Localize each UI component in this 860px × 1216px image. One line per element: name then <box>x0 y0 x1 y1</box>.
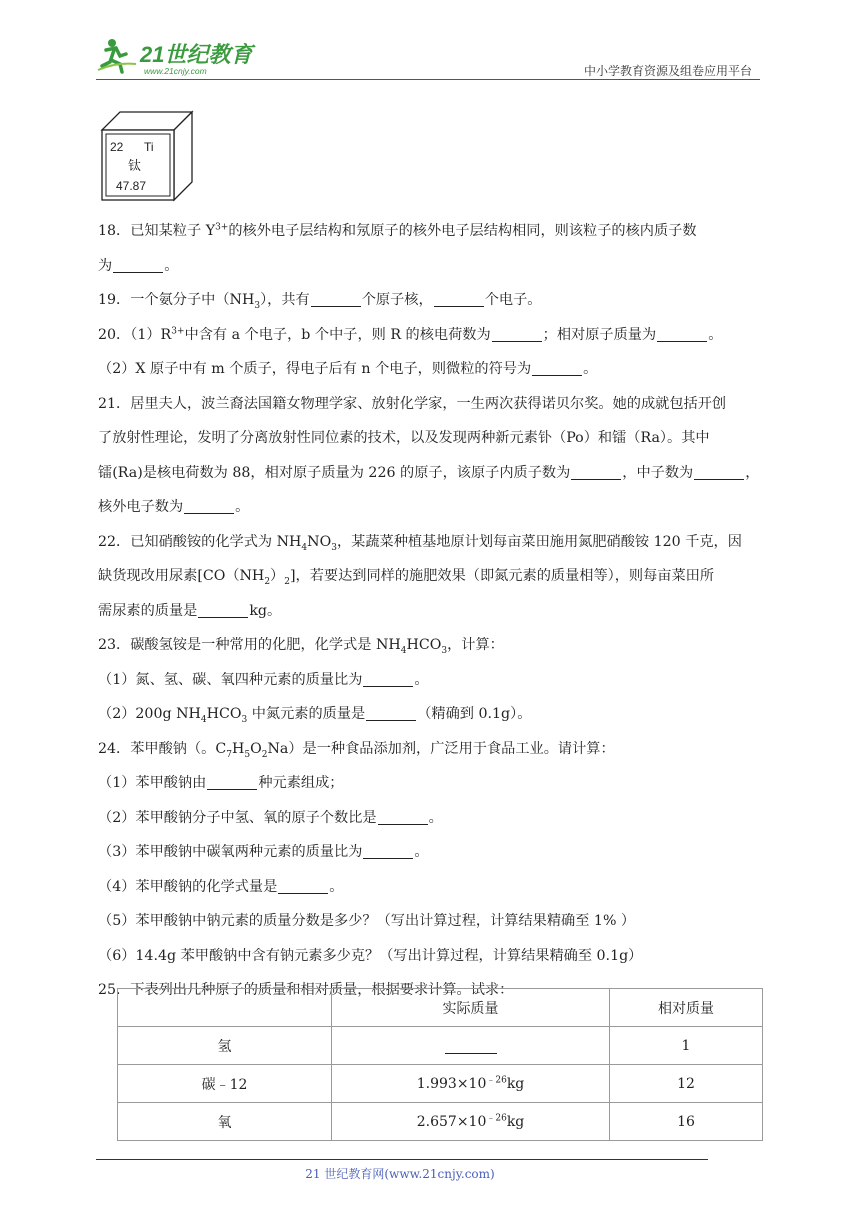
question-25: 25．下表列出几种原子的质量和相对质量，根据要求计算。试求： <box>98 982 514 998</box>
table-cell-relative: 12 <box>610 1065 763 1103</box>
question-18-line2: 为 。 <box>98 257 179 274</box>
question-content <box>98 214 762 1008</box>
logo-url: www.21cnjy.com <box>144 66 207 76</box>
answer-blank[interactable] <box>694 463 744 480</box>
question-24-part6: （6）14.4g 苯甲酸钠中含有钠元素多少克？（写出计算过程，计算结果精确至 0.1g） <box>98 947 643 964</box>
answer-blank[interactable] <box>657 325 707 342</box>
page-header <box>96 30 760 80</box>
question-21-line4: 核外电子数为 。 <box>98 499 250 515</box>
answer-blank[interactable] <box>378 808 428 825</box>
answer-blank[interactable] <box>113 256 163 273</box>
question-18-line1: 18．已知某粒子 $Y^{3+}$的核外电子层结构和氖原子的核外电子层结构相同，则该粒子的核内质子数 <box>98 222 697 239</box>
table-header-cell: 实际质量 <box>332 989 610 1027</box>
table-cell-relative: 1 <box>610 1027 763 1065</box>
answer-blank[interactable] <box>571 463 621 480</box>
atom-mass-table <box>117 988 763 1141</box>
table-cell-mass: $1.993\times 10^{﹣26}kg$ <box>332 1065 610 1103</box>
question-24-part2: （2）苯甲酸钠分子中氢、氧的原子个数比是 。 <box>98 809 443 826</box>
runner-icon <box>98 39 136 72</box>
answer-blank[interactable] <box>207 773 257 790</box>
answer-blank[interactable] <box>532 359 582 376</box>
footer-link[interactable]: 21 世纪教育网(www.21cnjy.com) <box>305 1167 495 1181</box>
table-cell-name: 碳﹣12 <box>118 1065 332 1103</box>
atomic-mass: 47.87 <box>116 179 147 193</box>
table-row <box>118 1065 763 1103</box>
page-footer <box>0 1165 860 1182</box>
table-cell-mass <box>332 1027 610 1065</box>
table-row <box>118 1027 763 1065</box>
table-header-cell <box>118 989 332 1027</box>
question-24-part5: （5）苯甲酸钠中钠元素的质量分数是多少？（写出计算过程，计算结果精确至 1% ） <box>98 913 636 929</box>
answer-blank[interactable] <box>363 842 413 859</box>
question-24-part4: （4）苯甲酸钠的化学式量是 。 <box>98 878 344 895</box>
answer-blank[interactable] <box>492 325 542 342</box>
element-name: 钛 <box>128 159 142 174</box>
question-21-line1: 21．居里夫人，波兰裔法国籍女物理学家、放射化学家，一生两次获得诺贝尔奖。她的成就包括开创 <box>98 395 727 412</box>
table-cell-name: 氢 <box>118 1027 332 1065</box>
question-20-part2: （2）X 原子中有 m 个质子，得电子后有 n 个电子，则微粒的符号为 。 <box>98 361 598 377</box>
table-cell-relative: 16 <box>610 1103 763 1141</box>
question-22-line3: 需尿素的质量是 kg。 <box>98 602 282 619</box>
table-cell-name: 氧 <box>118 1103 332 1141</box>
answer-blank[interactable] <box>366 704 416 721</box>
table-header-row <box>118 989 763 1027</box>
question-20-part1: 20．$(1)R^{3+}$中含有 a 个电子，b 个中子，则 R 的核电荷数为 ；相对原子质量为 。 <box>98 325 723 343</box>
answer-blank[interactable] <box>278 877 328 894</box>
question-22-line1: 22．已知硝酸铵的化学式为 $NH_4NO_3$，某蔬菜种植基地原计划每亩菜田施用氮肥硝酸铵 120 千克，因 <box>98 533 742 553</box>
table-cell-mass: $2.657\times 10^{﹣26}kg$ <box>332 1103 610 1141</box>
question-24-part1: （1）苯甲酸钠由 种元素组成； <box>98 775 344 791</box>
answer-blank[interactable] <box>198 601 248 618</box>
answer-blank[interactable] <box>311 290 361 307</box>
site-logo <box>96 34 256 78</box>
footer-divider <box>96 1159 708 1160</box>
question-19: 19．一个氨分子中$(NH_3)$，共有 个原子核， 个电子。 <box>98 292 542 311</box>
question-21-line2: 了放射性理论，发明了分离放射性同位素的技术，以及发现两种新元素钋（Po）和镭（Ra）。其中 <box>98 430 710 446</box>
question-24: 24．苯甲酸钠（。$C_7H_5O_2Na$）是一种食品添加剂，广泛用于食品工业。请计算： <box>98 740 615 760</box>
element-symbol: Ti <box>144 140 154 154</box>
answer-blank[interactable] <box>363 670 413 687</box>
question-23-part1: （1）氮、氢、碳、氧四种元素的质量比为 。 <box>98 671 429 688</box>
atomic-number: 22 <box>110 140 124 154</box>
logo-text: 21世纪教育 <box>140 42 253 67</box>
platform-name: 中小学教育资源及组卷应用平台 <box>583 64 752 78</box>
question-22-line2: 缺货现改用尿素$[CO(NH_2)_2]$，若要达到同样的施肥效果（即氮元素的质量相等），则每亩菜田所 <box>98 568 715 587</box>
question-21-line3: 镭(Ra)是核电荷数为 88，相对原子质量为 226 的原子，该原子内质子数为 ，中子数为 ， <box>98 464 760 481</box>
question-23-part2: （2）200g $NH_4HCO_3$ 中氮元素的质量是 （精确到 0.1g）。 <box>98 706 532 725</box>
table-row <box>118 1103 763 1141</box>
answer-blank[interactable] <box>434 290 484 307</box>
table-header-cell: 相对质量 <box>610 989 763 1027</box>
question-24-part3: （3）苯甲酸钠中碳氧两种元素的质量比为 。 <box>98 844 429 860</box>
answer-blank[interactable] <box>445 1037 497 1054</box>
titanium-element-card <box>100 110 194 202</box>
header-divider <box>96 79 760 80</box>
question-23: 23．碳酸氢铵是一种常用的化肥，化学式是 $NH_4HCO_3$，计算： <box>98 637 504 656</box>
answer-blank[interactable] <box>184 497 234 514</box>
